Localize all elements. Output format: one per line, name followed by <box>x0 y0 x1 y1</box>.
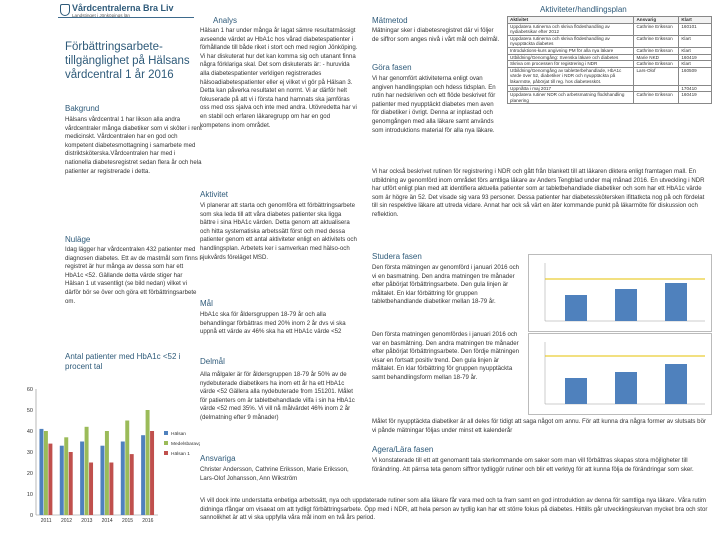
cell: Utbildning/Genomgång: Svenska läkare och diabetes <box>508 54 634 61</box>
table-row <box>508 47 712 54</box>
bar <box>125 421 129 516</box>
nulage-text: Idag lägger har vårdcentralen 432 patienter med diagnosen diabetes. Ett av de mastmål som finns i registret är hur många av dessa som har ett HbA1c <52. Gällande detta värde stiger har Hälsan 1 ut vasentligt (se bild nedan) vilket vi därför bör se över och göra ett förbättringsarbete om. <box>65 246 201 305</box>
legend-swatch <box>164 451 168 455</box>
cell: Klart <box>679 61 712 68</box>
agera-heading: Agera/Lära fasen <box>372 445 434 454</box>
x-tick-label: 2011 <box>40 518 52 524</box>
cell: Uppdatera rutinerna och skriva flödeshandling av nyupptäckta diabetes <box>508 35 634 47</box>
cell: Cathrine Eriksson <box>634 35 679 47</box>
heart-logo-icon <box>60 4 70 16</box>
x-tick-label: 2016 <box>142 518 154 524</box>
table-row <box>508 67 712 85</box>
legend-label: Medelsbaravg <box>171 442 200 447</box>
hba1c-chart <box>20 383 200 533</box>
ansvariga-heading: Ansvariga <box>200 454 236 463</box>
cell: Klart <box>679 47 712 54</box>
studera-figure-2 <box>528 333 712 415</box>
studera-figure-1 <box>528 254 712 332</box>
bar <box>80 442 84 516</box>
rutin-text: Vi har också beskrivet rutinen för registrering i NDR och gått från blankett till att läkaren diktera enligt framtagen mall. En utbildning av genomförd inom området förs amtliga läkare av Anders Tengblad under maj månad 2016. En utveckling i NDR har utfört enligt plan med att identifiera aktuella patienter som ar tabletbehandlade diabetiker och som har ett HbA1c värde som är högre än 52. Det visade sig vara 93 personer. Dessa patienter har diabetesskötersken ifittatkcta nog på och fördelat till sin respektive läkare att utreda vidare. Annat har ock så värt en äter kommande punkt på läkarmöte för diskussion och reflektion. <box>372 168 705 218</box>
activities-title: Aktiviteter/handlingsplan <box>540 5 627 14</box>
bar <box>130 454 134 515</box>
cell: Skriva om processen för registrering i NDR <box>508 61 634 68</box>
bar <box>100 446 104 515</box>
bar <box>105 431 109 515</box>
cell: Uppdatera rutinerna och skriva flödeshandling av nydiabetsikar efter 2012 <box>508 23 634 35</box>
y-tick-label: 40 <box>26 429 33 435</box>
matmetod-heading: Mätmetod <box>372 16 408 25</box>
cell: Klart <box>679 35 712 47</box>
cell: Introduktions-kurs angivning PM för alla nya läkare <box>508 47 634 54</box>
aktivitet-heading: Aktivitet <box>200 190 229 199</box>
nulage-heading: Nuläge <box>65 235 91 244</box>
x-tick-label: 2012 <box>60 518 73 524</box>
cell: Uppdatera rutiner NDR och arbetsmatning flodshandling planering <box>508 92 634 104</box>
y-tick-label: 60 <box>26 387 33 393</box>
bar <box>85 427 89 515</box>
cell: 160101 <box>679 23 712 35</box>
cell: Uppnåtta i maj 2017 <box>508 85 634 92</box>
activities-table <box>507 16 712 104</box>
bar <box>64 437 68 515</box>
legend-swatch <box>164 441 168 445</box>
bar <box>109 463 113 516</box>
y-tick-label: 30 <box>26 450 33 456</box>
y-tick-label: 20 <box>26 471 33 477</box>
bar <box>39 429 43 515</box>
y-tick-label: 0 <box>29 513 33 519</box>
activities-table-wrap <box>507 16 712 104</box>
legend-label: Hälsan <box>171 432 186 437</box>
cell: 160419 <box>679 54 712 61</box>
chart-svg <box>20 383 200 533</box>
bar <box>150 431 154 515</box>
cell: Cathrine Eriksson <box>634 47 679 54</box>
cell: 170410 <box>679 85 712 92</box>
bakgrund-text: Hälsans vårdcentral 1 har likson alla andra vårdcentraler många diabetiker som vi sköter i rent medicinskt. Vårdcentralen har en god och kompetent diabetesmottagning i samarbete med distriktsköterska.Vårdcentralen har med i nationella diabetesregistret sedan flera år och hela patienter ar registrerade i detta. <box>65 116 202 175</box>
delmal-heading: Delmål <box>200 357 225 366</box>
cell: 160419 <box>679 92 712 104</box>
mal-text: HbA1c ska för åldersgruppen 18-79 år och alla behandlingar förbättras med 20% inom 2 år dvs vi ska uppnå ett värde av 46% ska ha ett HbA1c värde <52 <box>200 311 346 336</box>
mal-heading: Mål <box>200 299 213 308</box>
bar <box>60 446 64 515</box>
studera-text-1: Den första mätningen av genomförd i januari 2016 och vi en basmatning. Den andra matningen tre månader efter påbörjat förbättringsarbete. Den gula linjen är måltalet. En klar förbättring för gruppen tabletbehandlande diabetiker mellan 18-79 år. <box>372 264 520 306</box>
studera-figure-1-svg <box>529 255 711 331</box>
delmal-text: Alla målgaler är för åldersgruppen 18-79 år 50% av de nydebuterade diabetikers ha inom ett år ha ett HbA1c värde <52 Gällera alla nydebuterade from 151201. Målet för patienters om är tabletbehandlade vilfa i sin ha HbA1c värde <52 med 35%. Vi vill nå målvärdet 46% inom 2 år (delmatning efter 9 månader) <box>200 371 355 421</box>
table-row <box>508 61 712 68</box>
y-tick-label: 10 <box>26 492 33 498</box>
bar <box>69 452 73 515</box>
studera-figure-2-svg <box>529 334 711 414</box>
cell: Cathrine Eriksson <box>634 92 679 104</box>
ansvariga-text: Christer Andersson, Cathrine Eriksson, Marie Eriksson, Lars-Olof Johansson, Ann Wikström <box>200 466 349 482</box>
table-row <box>508 92 712 104</box>
x-tick-label: 2014 <box>101 518 113 524</box>
table-row <box>508 23 712 35</box>
agera-text: Vi konstaterade till ett att genomantt tala sterkommande om saker som man vill förbättras skapas stora möjligheter till förändring. Att pärrsa teta genom sifftror tydliggör rutiner och blir ett verktyg för att kunna följa de förändringar som sker. <box>372 457 694 473</box>
col-header-klart: Klart <box>679 17 712 24</box>
bar <box>141 435 145 515</box>
cell <box>634 85 679 92</box>
table-row <box>508 85 712 92</box>
col-header-aktivitet: Aktivitet <box>508 17 634 24</box>
aktivitet-text: Vi planerar att starta och genomföra ett förbättringsarbete som ska leda till att våra diabetes patienter ska ligga bättre i sina HbA1c värden. Detta genom att aktualisera och hitta systematiska arbetssätt först och med dessa patienter genom ett antal aktiviteter enligt en aktivitets och handlingsplan. Arbetets ker i samverkan med hälso-och sjukvårds föreläget MSD. <box>200 202 357 261</box>
y-tick-label: 50 <box>26 408 33 414</box>
cell: Cathrine Eriksson <box>634 61 679 68</box>
poster-title: Förbättringsarbete- tillgänglighet på Hälsans vårdcentral 1 år 2016 <box>65 41 190 81</box>
bar <box>146 410 150 515</box>
cell: Cathrine Eriksson <box>634 23 679 35</box>
bar <box>121 442 125 516</box>
studera-heading: Studera fasen <box>372 252 422 261</box>
table-header-row <box>508 17 712 24</box>
bar <box>89 463 93 516</box>
table-row <box>508 35 712 47</box>
final-text: Vi vill dock inte understatta enbetiga arbetssätt, nya och uppdaterade rutiner som alla läkare får vara med och ta fram samt en god introduktion av denna för samtliga nya läkare. Våra rutim didninga rfångar om visaeat om att tydligt förbättringsarbete. Öpp med i NDR, att hela person av tydlig kan har ett större fokus på diabetes. Hittills går utvecklingskurvan mycket bra och stor sannolikhet är att vi ska uppfylla våra mål inom en två års period. <box>200 497 708 522</box>
legend-swatch <box>164 431 168 435</box>
gora-text: Vi har genomfört aktiviteterna enligt ovan angiven handlingsplan och hdess tidsplan. En rutin har nedskriven och ett flöde beskrivet för patienter med nyupptäckt diabetes men aven för diabetiker i övrigt. Denna ar inplastad och genomgången med alla läkare samt används som introduktions material för alla nya läkare. <box>372 75 496 134</box>
col-header-ansvarig: Ansvarig <box>634 17 679 24</box>
bakgrund-heading: Bakgrund <box>65 104 100 113</box>
cell: Utbildning/Genomgång av tabletterbehandlade, HbA1c värde över 52, diabetiker i NDR och nyupptäckta på läkarmöte, påbörjat till reg. hos diabetessköt. <box>508 67 634 85</box>
bar <box>44 431 48 515</box>
analys-heading: Analys <box>213 16 238 25</box>
matmetod-text: Mätningar sker i diabetesregistret där vi följer de siffror som anges nivå i vårt mål och delmål. <box>372 27 500 43</box>
table-row <box>508 54 712 61</box>
legend-label: Hälsan 1 <box>171 452 190 457</box>
cell: 160509 <box>679 67 712 85</box>
x-tick-label: 2013 <box>81 518 93 524</box>
logo-name: Vårdcentralerna Bra Liv <box>72 3 174 13</box>
cell: Marie NKD <box>634 54 679 61</box>
mal-reached-text: Målet för nyupptäckta diabetiker är all deles för tidigt att saga något om annu. För att kunna dra några former av slutsats bör vi pånde mätningar följas under minst ett kalenderår <box>372 418 706 434</box>
gora-heading: Göra fasen <box>372 63 412 72</box>
x-tick-label: 2015 <box>121 518 134 524</box>
bar <box>48 444 52 515</box>
analys-text: Hälsan 1 har under många år lagat sämre resultatmässigt avseende värdet av HbA1c hos vårad diabetespatienter i förhållande till både riket i stort och med region Jönköping. Vi har diskuterat hur det kan komma sig och utanant finna några förklariga skal. Det som diskuterats är: - huruvida alla diabetespatienter verkligen registrerades hälsoadiabetespatienter eller ej vilket vi gör på Hälsan 3. Detta kan påverka resultatet en normt. Vi ar därför helt fokuserade på att vi i första hand hamnats ska jamföras oss med oss sjalva och inte med andra. Utövredetta har vi en stabil och erfaren läkaregrupp om har en god kompetens inom området. <box>200 27 358 129</box>
studera-text-2: Den första matningen genomfördes i januari 2016 och var en basmätning. Den andra matningen tre månader efter påbörjat förbättringsarbete. Den fördje mätningen visar en fortsatt positiv trend. Den gula linjen är måltalet. En klar förbättring för gruppen nyupptäckta samt behandlingsform mellan 18-79 år. <box>372 331 520 381</box>
cell: Lars-Olof <box>634 67 679 85</box>
logo-subtitle: Landstinget i Jönköpings län <box>72 13 130 18</box>
chart-title: Antal patienter med HbA1c <52 i procent tal <box>65 352 181 371</box>
